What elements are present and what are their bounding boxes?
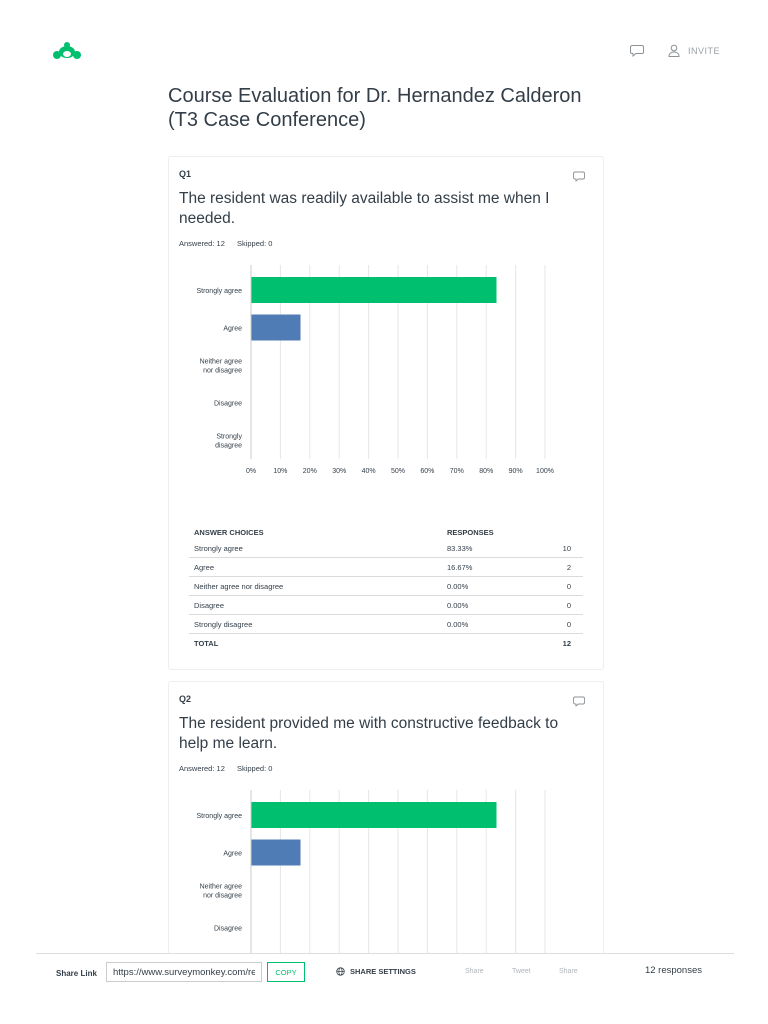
total-label: TOTAL [194, 639, 219, 648]
table-row [189, 539, 583, 558]
choice-label: Disagree [194, 601, 225, 610]
x-tick-label: 10% [273, 468, 288, 475]
question-text: The resident provided me with constructive feedback to help me learn. [179, 715, 559, 752]
share-link-input[interactable] [106, 962, 262, 982]
response-bar-chart [169, 782, 603, 972]
share-settings-button[interactable] [336, 967, 416, 976]
x-tick-label: 50% [390, 468, 406, 475]
question-card-q1 [168, 156, 604, 670]
globe-icon [336, 967, 345, 976]
x-tick-label: 60% [420, 468, 435, 475]
table-row [189, 596, 583, 615]
answer-stats [179, 764, 282, 773]
response-percent: 0.00% [447, 582, 469, 591]
x-tick-label: 80% [479, 468, 494, 475]
category-label: nor disagree [203, 367, 242, 375]
x-tick-label: 20% [302, 468, 317, 475]
responses-count: 12 responses [644, 965, 702, 976]
share-bar [36, 953, 734, 992]
category-label: Neither agree [199, 883, 242, 891]
page-title: Course Evaluation for Dr. Hernandez Calderon (T3 Case Conference) [168, 85, 582, 131]
x-tick-label: 100% [536, 468, 554, 475]
response-count: 0 [566, 620, 571, 629]
response-count: 2 [566, 563, 571, 572]
user-icon[interactable] [668, 44, 680, 57]
choice-label: Strongly agree [194, 544, 243, 553]
bar[interactable] [252, 277, 497, 303]
table-total-row [189, 634, 583, 652]
response-count: 0 [566, 582, 571, 591]
skipped-count: Skipped: 0 [236, 764, 273, 773]
comment-bubble-icon[interactable] [573, 171, 585, 182]
question-text: The resident was readily available to assist me when I needed. [179, 190, 550, 227]
invite-button[interactable]: INVITE [687, 45, 720, 56]
response-percent: 0.00% [447, 620, 469, 629]
category-label: disagree [215, 442, 242, 450]
bar[interactable] [252, 840, 301, 866]
choice-label: Neither agree nor disagree [194, 582, 284, 591]
response-count: 0 [566, 601, 571, 610]
x-tick-label: 30% [332, 468, 347, 475]
category-label: Neither agree [199, 358, 242, 366]
x-tick-label: 0% [245, 468, 257, 475]
skipped-count: Skipped: 0 [236, 239, 273, 248]
category-label: nor disagree [203, 892, 242, 900]
column-header-responses: RESPONSES [447, 528, 494, 537]
bar[interactable] [252, 315, 301, 341]
category-label: Strongly [216, 433, 242, 441]
answered-count: Answered: 12 [179, 239, 225, 248]
category-label: Strongly agree [196, 813, 242, 820]
top-bar [0, 0, 768, 80]
question-card-q2 [168, 681, 604, 972]
category-label: Agree [223, 850, 242, 858]
share-facebook-button[interactable]: Share [465, 968, 484, 975]
bar[interactable] [252, 802, 497, 828]
category-label: Disagree [213, 400, 242, 408]
answer-choices-table [189, 523, 583, 652]
category-label: Strongly agree [196, 288, 242, 295]
x-tick-label: 90% [508, 468, 523, 475]
response-percent: 16.67% [447, 563, 473, 572]
category-label: Disagree [213, 925, 242, 933]
table-header [189, 523, 583, 539]
choice-label: Agree [194, 563, 215, 572]
surveymonkey-logo-icon[interactable] [52, 40, 82, 64]
column-header-choices: ANSWER CHOICES [194, 528, 264, 537]
comment-bubble-icon[interactable] [630, 44, 644, 57]
table-row [189, 577, 583, 596]
x-tick-label: 70% [449, 468, 464, 475]
answered-count: Answered: 12 [179, 764, 225, 773]
share-linkedin-button[interactable]: Share [559, 968, 578, 975]
share-link-label: Share Link [56, 969, 97, 978]
x-tick-label: 40% [361, 468, 376, 475]
question-number: Q1 [179, 169, 192, 179]
response-count: 10 [562, 544, 571, 553]
response-percent: 0.00% [447, 601, 469, 610]
comment-bubble-icon[interactable] [573, 696, 585, 707]
share-settings-label: SHARE SETTINGS [350, 967, 416, 976]
question-number: Q2 [179, 694, 192, 704]
response-percent: 83.33% [447, 544, 473, 553]
header-actions [630, 44, 720, 57]
tweet-button[interactable]: Tweet [512, 968, 531, 975]
answer-stats [179, 239, 282, 248]
response-bar-chart [169, 257, 603, 487]
table-row [189, 558, 583, 577]
table-row [189, 615, 583, 634]
copy-button[interactable]: COPY [267, 962, 305, 982]
total-count: 12 [562, 639, 571, 648]
category-label: Agree [223, 325, 242, 333]
choice-label: Strongly disagree [194, 620, 253, 629]
